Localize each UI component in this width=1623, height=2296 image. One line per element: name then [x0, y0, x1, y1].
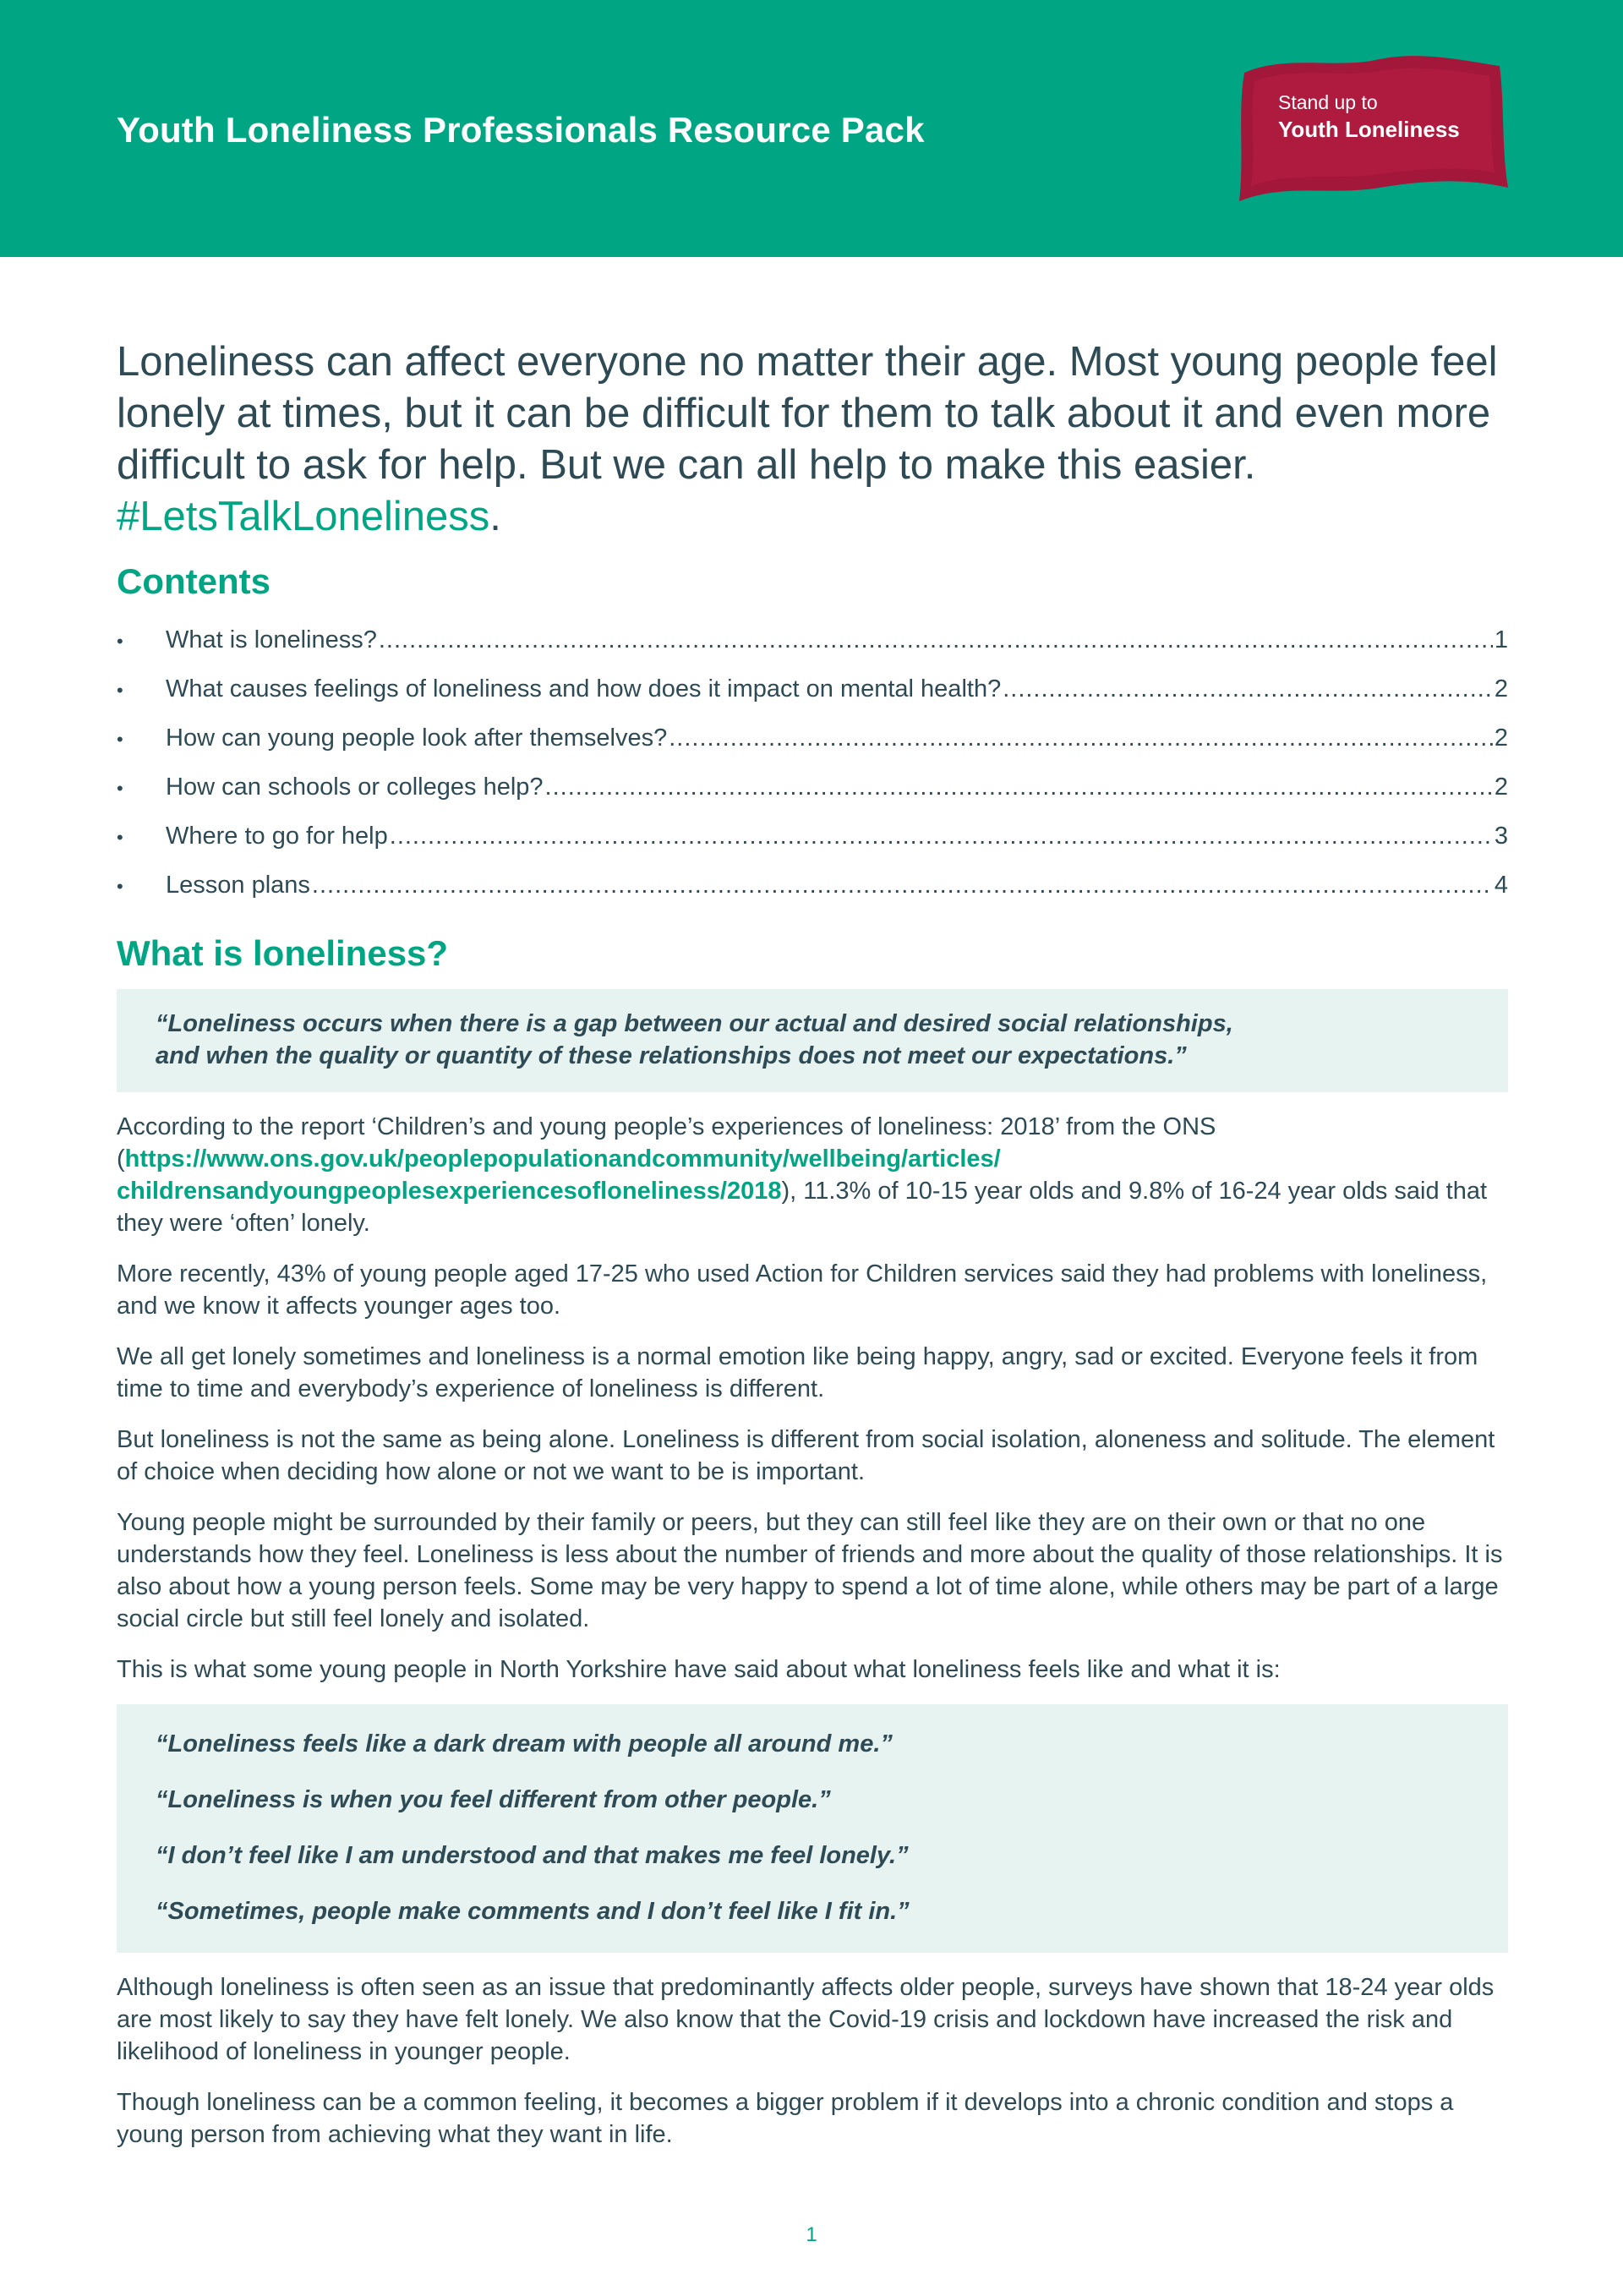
- definition-line: and when the quality or quantity of these relationships does not meet our expectations.”: [156, 1042, 1187, 1069]
- intro-paragraph: [117, 336, 1508, 543]
- paragraph-ons-report: [117, 1111, 1508, 1239]
- para-text: According to the report ‘Children’s and young people’s experiences of loneliness: 2018’ from the ONS (: [117, 1113, 1216, 1173]
- paragraph: But loneliness is not the same as being alone. Loneliness is different from social isolation, aloneness and solitude. The element of choice when deciding how alone or not we want to be is important.: [117, 1426, 1495, 1485]
- young-person-quote: “Loneliness is when you feel different from other people.”: [156, 1786, 831, 1813]
- paragraph: This is what some young people in North Yorkshire have said about what loneliness feels like and what it is:: [117, 1656, 1281, 1683]
- bullet-icon: •: [117, 680, 123, 701]
- bullet-icon: •: [117, 631, 123, 652]
- toc-item[interactable]: [117, 615, 1508, 664]
- page-header: [0, 0, 1623, 257]
- toc-item-label: Lesson plans: [166, 872, 310, 899]
- toc-leader-dots: [312, 861, 1493, 910]
- toc-item-label: What is loneliness?: [166, 626, 377, 653]
- main-content: [117, 336, 1508, 2151]
- logo-line1: Stand up to: [1278, 91, 1378, 113]
- para-text: ), 11.3% of 10-15 year olds and 9.8% of 16-24 year olds said that they were ‘often’ lonely.: [117, 1178, 1488, 1237]
- young-people-quotes-box: [117, 1704, 1508, 1953]
- page-number: 1: [806, 2223, 817, 2246]
- toc-item-label: What causes feelings of loneliness and how does it impact on mental health?: [166, 675, 1002, 702]
- young-person-quote: “Loneliness feels like a dark dream with people all around me.”: [156, 1730, 893, 1758]
- toc-item-label: How can young people look after themselves?: [166, 724, 668, 752]
- toc-item-label: How can schools or colleges help?: [166, 774, 544, 801]
- toc-item-label: Where to go for help: [166, 823, 388, 850]
- paragraph: Although loneliness is often seen as an issue that predominantly affects older people, surveys have shown that 18-24 year olds are most likely to say they have felt lonely. We also know that the Covid-19 crisis and lockdown have increased the risk and likelihood of loneliness in younger people.: [117, 1974, 1495, 2065]
- bullet-icon: •: [117, 729, 123, 750]
- toc-leader-dots: [1003, 664, 1493, 713]
- bullet-icon: •: [117, 778, 123, 799]
- toc-item-page: 1: [1494, 626, 1508, 653]
- definition-quote-box: [117, 989, 1508, 1092]
- toc-item[interactable]: [117, 812, 1508, 861]
- toc-leader-dots: [669, 713, 1493, 763]
- toc-item[interactable]: [117, 664, 1508, 713]
- paragraph: Though loneliness can be a common feeling, it becomes a bigger problem if it develops into a chronic condition and stops a young person from achieving what they want in life.: [117, 2089, 1454, 2148]
- toc-item-page: 2: [1494, 724, 1508, 752]
- header-title: Youth Loneliness Professionals Resource Pack: [117, 110, 925, 150]
- toc-leader-dots: [379, 615, 1493, 664]
- intro-end: .: [489, 494, 501, 539]
- intro-text: Loneliness can affect everyone no matter their age. Most young people feel lonely at times, but it can be difficult for them to talk about it and even more difficult to ask for help. But we can all help to make this easier.: [117, 339, 1498, 488]
- paragraph: We all get lonely sometimes and loneliness is a normal emotion like being happy, angry, sad or excited. Everyone feels it from time to time and everybody’s experience of loneliness is different.: [117, 1343, 1478, 1402]
- ons-link[interactable]: https://www.ons.gov.uk/peoplepopulationandcommunity/wellbeing/articles/ childrensandyoungpeoplesexperiencesofloneliness/2018: [117, 1145, 1001, 1205]
- toc-leader-dots: [545, 763, 1493, 812]
- toc-item-page: 2: [1494, 774, 1508, 801]
- intro-hashtag: #LetsTalkLoneliness: [117, 494, 490, 539]
- section-heading: What is loneliness?: [117, 933, 449, 973]
- toc-item-page: 2: [1494, 675, 1508, 702]
- young-person-quote: “I don’t feel like I am understood and that makes me feel lonely.”: [156, 1842, 909, 1869]
- table-of-contents: [117, 615, 1508, 910]
- young-person-quote: “Sometimes, people make comments and I don’t feel like I fit in.”: [156, 1898, 910, 1925]
- contents-heading: Contents: [117, 561, 270, 601]
- toc-item-page: 3: [1494, 823, 1508, 850]
- toc-item[interactable]: [117, 713, 1508, 763]
- definition-line: “Loneliness occurs when there is a gap between our actual and desired social relationships,: [156, 1010, 1233, 1037]
- paragraph: More recently, 43% of young people aged 17-25 who used Action for Children services said they had problems with loneliness, and we know it affects younger ages too.: [117, 1260, 1488, 1320]
- toc-item[interactable]: [117, 763, 1508, 812]
- stand-up-logo: [1236, 54, 1508, 205]
- bullet-icon: •: [117, 876, 123, 897]
- logo-line2: Youth Loneliness: [1278, 117, 1460, 142]
- toc-leader-dots: [390, 812, 1493, 861]
- paragraph: Young people might be surrounded by their family or peers, but they can still feel like they are on their own or that no one understands how they feel. Loneliness is less about the number of friends and more about the quality of those relationships. It is also about how a young person feels. Some may be very happy to spend a lot of time alone, while others may be part of a large social circle but still feel lonely and isolated.: [117, 1509, 1503, 1632]
- toc-item-page: 4: [1494, 872, 1508, 899]
- bullet-icon: •: [117, 827, 123, 848]
- toc-item[interactable]: [117, 861, 1508, 910]
